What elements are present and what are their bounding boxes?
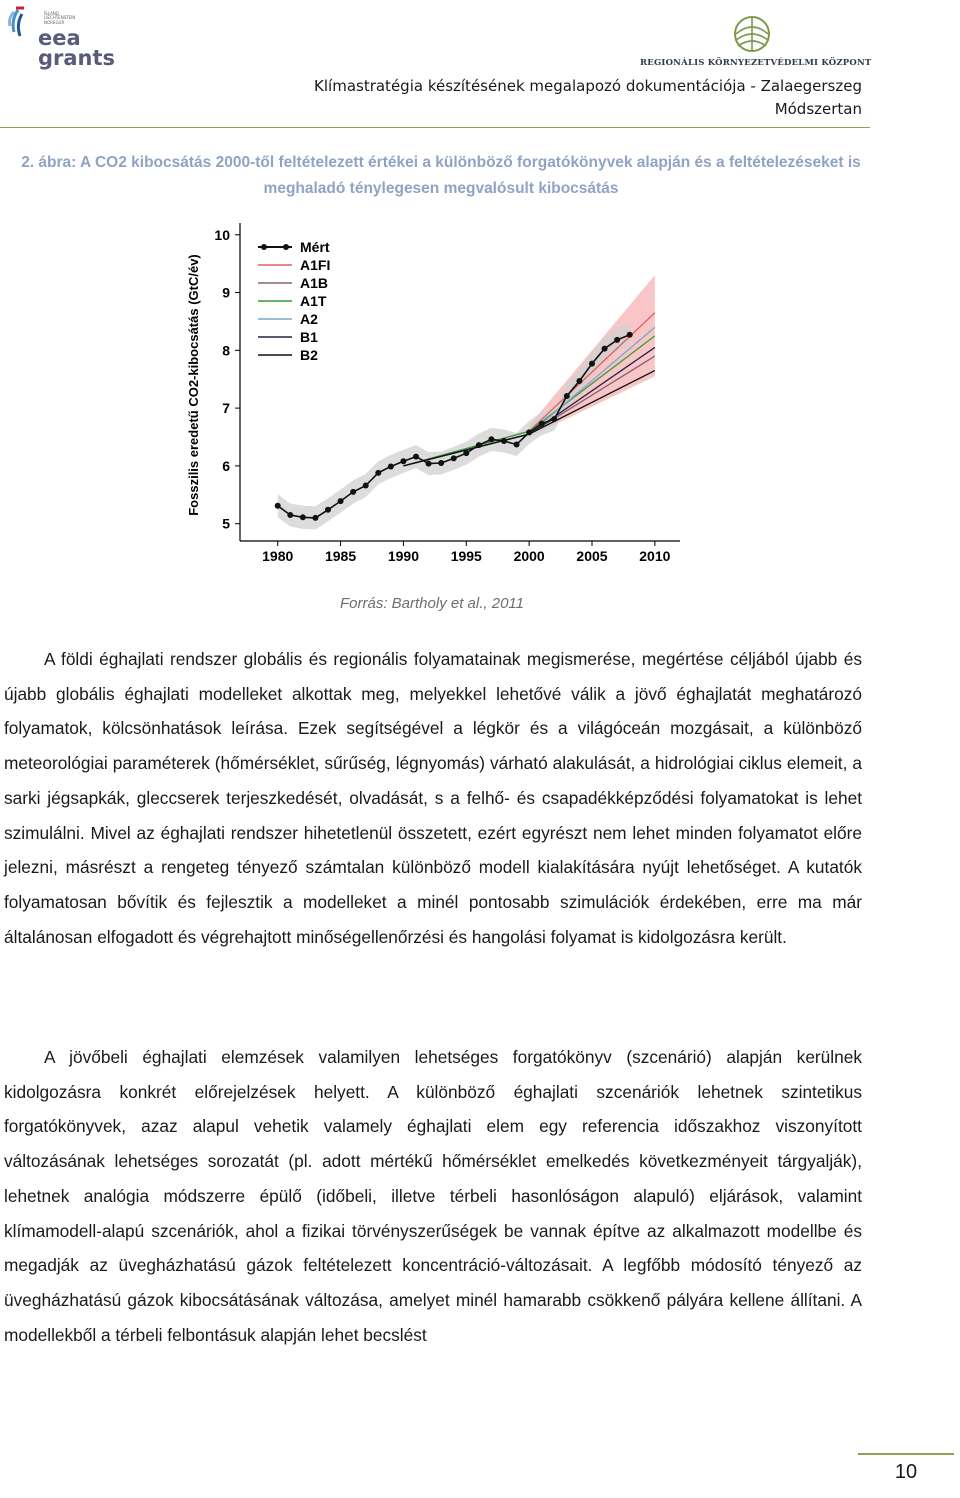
data-point-mert xyxy=(463,450,469,456)
y-axis-label: Fosszilis eredetű CO2-kibocsátás (GtC/év) xyxy=(186,254,201,516)
x-tick-label: 1995 xyxy=(450,548,482,564)
section-title: Módszertan xyxy=(774,100,862,118)
figure-caption: 2. ábra: A CO2 kibocsátás 2000-től feltételezett értékei a különböző forgatókönyvek alapján és a feltételezéseket is meghaladó ténylegesen megvalósult kibocsátás xyxy=(21,154,861,198)
y-tick-label: 10 xyxy=(214,226,230,243)
data-point-mert xyxy=(514,442,520,448)
data-point-mert xyxy=(338,498,344,504)
data-point-mert xyxy=(350,489,356,495)
y-tick-label: 8 xyxy=(222,342,230,359)
data-point-mert xyxy=(551,416,557,422)
body-paragraph-1: A földi éghajlati rendszer globális és regionális folyamatainak megismerése, megértése céljából újabb és újabb globális éghajlati modelleket alkottak meg, melyekkel lehetővé válik a jövő éghajlatát meghatározó folyamatok, kölcsönhatások leírása. Ezek segítségével a légkör és a világóceán mozgásait, a különböző meteorológiai paraméterek (hőmérséklet, sűrűség, légnyomás) várható alakulását, a hidrológiai ciklus elemeit, a sarki jégsapkák, gleccserek terjeszkedését, olvadását, s a felhő- és csapadékképződési folyamatokat is lehet szimulálni. Mivel az éghajlati rendszer hihetetlenül összetett, ezért egyrészt nem lehet minden folyamatot előre jelezni, másrészt a rengeteg tényező számtalan különböző modell kialakítására nyújt lehetőséget. A kutatók folyamatosan bővítik és fejlesztik a modelleket a minél pontosabb szimulációk érdekében, erre ma már általánosan elfogadott és végrehajtott minőségellenőrzési és hangolási folyamat is kidolgozásra került. xyxy=(4,649,862,947)
data-point-mert xyxy=(312,515,318,521)
data-point-mert xyxy=(627,332,633,338)
y-tick-label: 5 xyxy=(222,515,230,532)
chart-legend xyxy=(258,239,330,363)
x-tick-label: 1990 xyxy=(387,548,420,564)
legend-label: A1FI xyxy=(300,257,331,273)
y-tick-label: 9 xyxy=(222,284,230,301)
data-point-mert xyxy=(589,361,595,367)
figure-source: Forrás: Bartholy et al., 2011 xyxy=(340,595,524,612)
legend-marker xyxy=(261,244,267,250)
legend-marker xyxy=(283,244,289,250)
data-point-mert xyxy=(375,470,381,476)
legend-label: A2 xyxy=(300,311,318,327)
data-point-mert xyxy=(614,337,620,343)
page-number: 10 xyxy=(894,1461,918,1483)
x-tick-label: 2000 xyxy=(513,548,545,564)
data-point-mert xyxy=(488,436,494,442)
grants-logo-text: grants xyxy=(38,46,116,70)
x-tick-label: 1980 xyxy=(262,548,294,564)
x-tick-label: 1985 xyxy=(324,548,357,564)
x-tick-label: 2010 xyxy=(639,548,671,564)
body-paragraph-2: A jövőbeli éghajlati elemzések valamilyen lehetséges forgatókönyv (szcenárió) alapján kerülnek kidolgozásra konkrét előrejelzések helyett. A különböző éghajlati szcenáriók lehetnek szintetikus forgatókönyvek, azaz alapul vehetik valamely éghajlati elem egy referencia időszakhoz viszonyított változásának lehetséges sorozatát (pl. adott mértékű hőmérséklet emelkedés következményeit tárgyalják), lehetnek analógia módszerre épülő (időbeli, illetve térbeli hasonlóságon alapuló) eljárások, valamint klímamodell-alapú szcenáriók, ahol a fizikai törvényszerűségek be vannak építve az alkalmazott modellbe és megadják az üvegházhatású gázok feltételezett koncentráció-változásait. A legfőbb módosító tényező az üvegházhatású gázok kibocsátásának változása, amelyet minél hamarabb csökkenő pályára kellene állítani. A modellekből a térbeli felbontásuk alapján lehet becslést xyxy=(4,1047,862,1345)
data-point-mert xyxy=(564,393,570,399)
data-point-mert xyxy=(300,514,306,520)
data-point-mert xyxy=(275,503,281,509)
legend-label: A1T xyxy=(300,293,327,309)
data-point-mert xyxy=(325,507,331,513)
series-line-mert xyxy=(278,335,630,518)
eea-donor-countries: ÍSLAND LIECHTENSTEIN NOREGUR xyxy=(44,11,76,25)
data-point-mert xyxy=(476,442,482,448)
rec-logo xyxy=(640,14,872,72)
data-point-mert xyxy=(602,346,608,352)
data-point-mert xyxy=(451,455,457,461)
footer-divider xyxy=(858,1453,954,1455)
data-point-mert xyxy=(526,429,532,435)
data-point-mert xyxy=(400,458,406,464)
eea-logo-mark-icon xyxy=(6,6,40,66)
y-tick-label: 7 xyxy=(222,400,230,417)
eea-grants-logo xyxy=(6,6,116,70)
data-point-mert xyxy=(426,461,432,467)
eea-logo-text: eea xyxy=(38,26,81,50)
co2-emissions-chart xyxy=(180,215,700,575)
legend-label: A1B xyxy=(300,275,329,291)
data-point-mert xyxy=(287,512,293,518)
data-point-mert xyxy=(363,483,369,489)
y-tick-label: 6 xyxy=(222,457,230,474)
data-point-mert xyxy=(413,454,419,460)
x-tick-label: 2005 xyxy=(576,548,608,564)
globe-leaf-icon xyxy=(730,14,774,56)
header-divider xyxy=(0,127,870,128)
chart-bands xyxy=(278,275,655,529)
legend-label: B1 xyxy=(300,329,318,345)
document-title: Klímastratégia készítésének megalapozó dokumentációja - Zalaegerszeg xyxy=(314,77,862,95)
data-point-mert xyxy=(438,460,444,466)
data-point-mert xyxy=(576,378,582,384)
data-point-mert xyxy=(501,438,507,444)
measured-uncertainty-band xyxy=(278,323,630,529)
rec-organization-name: REGIONÁLIS KÖRNYEZETVÉDELMI KÖZPONT xyxy=(640,58,872,68)
legend-label: Mért xyxy=(300,239,330,255)
data-point-mert xyxy=(388,463,394,469)
data-point-mert xyxy=(539,421,545,427)
legend-label: B2 xyxy=(300,347,318,363)
